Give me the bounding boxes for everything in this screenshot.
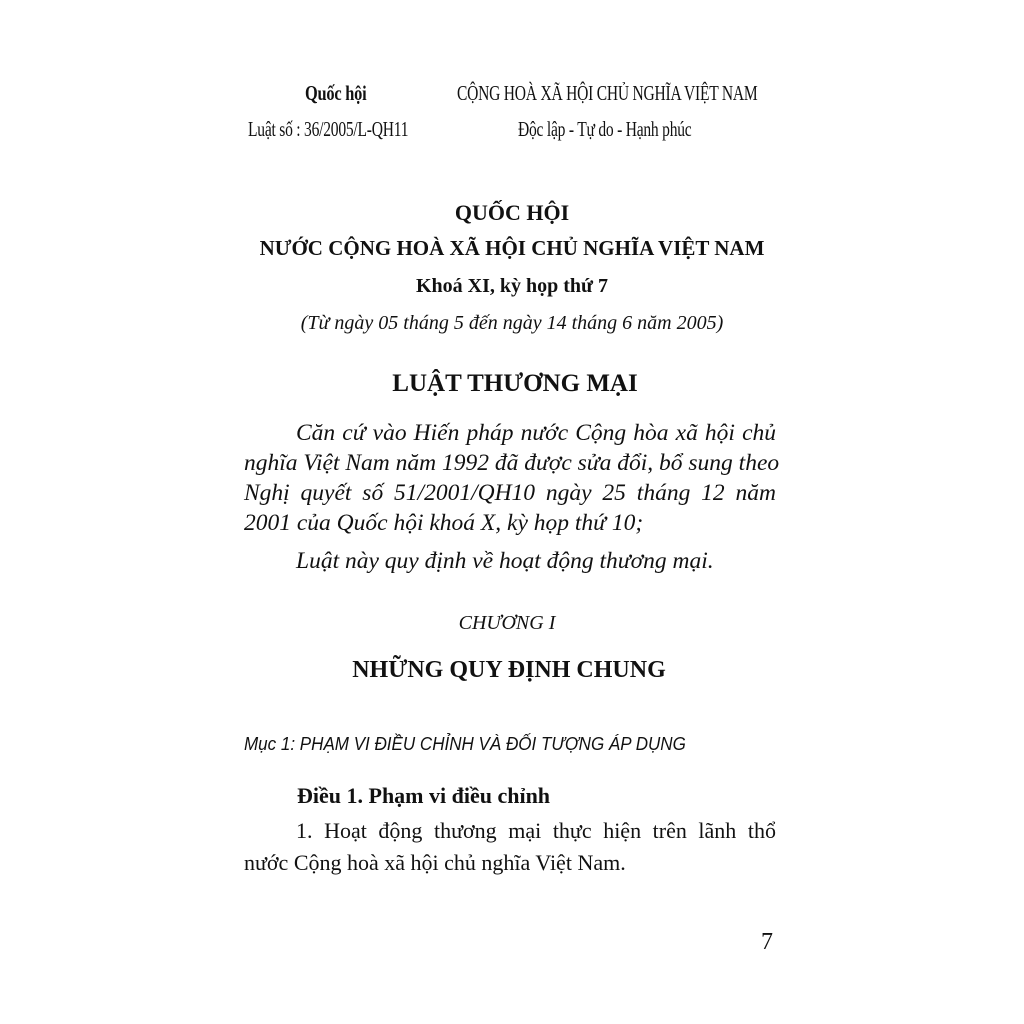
- preamble-line: Căn cứ vào Hiến pháp nước Cộng hòa xã hội chủ: [296, 420, 776, 446]
- page-number: 7: [761, 929, 773, 955]
- national-motto: Độc lập - Tự do - Hạnh phúc: [518, 117, 692, 141]
- law-number: Luật số : 36/2005/L-QH11: [248, 117, 409, 141]
- chapter-label: CHƯƠNG I: [458, 612, 556, 634]
- assembly-session: Khoá XI, kỳ họp thứ 7: [415, 275, 609, 297]
- issuing-body: Quốc hội: [305, 81, 367, 105]
- law-title: LUẬT THƯƠNG MẠI: [392, 370, 638, 397]
- assembly-country: NƯỚC CỘNG HOÀ XÃ HỘI CHỦ NGHĨA VIỆT NAM: [259, 236, 765, 260]
- preamble-line: Nghị quyết số 51/2001/QH10 ngày 25 tháng 12 năm: [244, 480, 776, 506]
- chapter-title: NHỮNG QUY ĐỊNH CHUNG: [352, 657, 666, 683]
- article-body: [244, 815, 776, 879]
- preamble-closing: Luật này quy định về hoạt động thương mại.: [296, 548, 714, 574]
- assembly-title: QUỐC HỘI: [454, 200, 570, 225]
- article-title: Điều 1. Phạm vi điều chỉnh: [297, 783, 551, 808]
- preamble: [244, 418, 780, 576]
- article-line: 1. Hoạt động thương mại thực hiện trên lãnh thổ: [296, 818, 776, 843]
- national-title: CỘNG HOÀ XÃ HỘI CHỦ NGHĨA VIỆT NAM: [457, 81, 758, 105]
- preamble-line: 2001 của Quốc hội khoá X, kỳ họp thứ 10;: [244, 510, 644, 536]
- session-dates: (Từ ngày 05 tháng 5 đến ngày 14 tháng 6 năm 2005): [300, 312, 724, 334]
- preamble-line: nghĩa Việt Nam năm 1992 đã được sửa đổi, bổ sung theo: [244, 450, 780, 476]
- article-line: nước Cộng hoà xã hội chủ nghĩa Việt Nam.: [244, 850, 626, 875]
- section-heading: Mục 1: PHẠM VI ĐIỀU CHỈNH VÀ ĐỐI TƯỢNG ÁP DỤNG: [244, 733, 686, 754]
